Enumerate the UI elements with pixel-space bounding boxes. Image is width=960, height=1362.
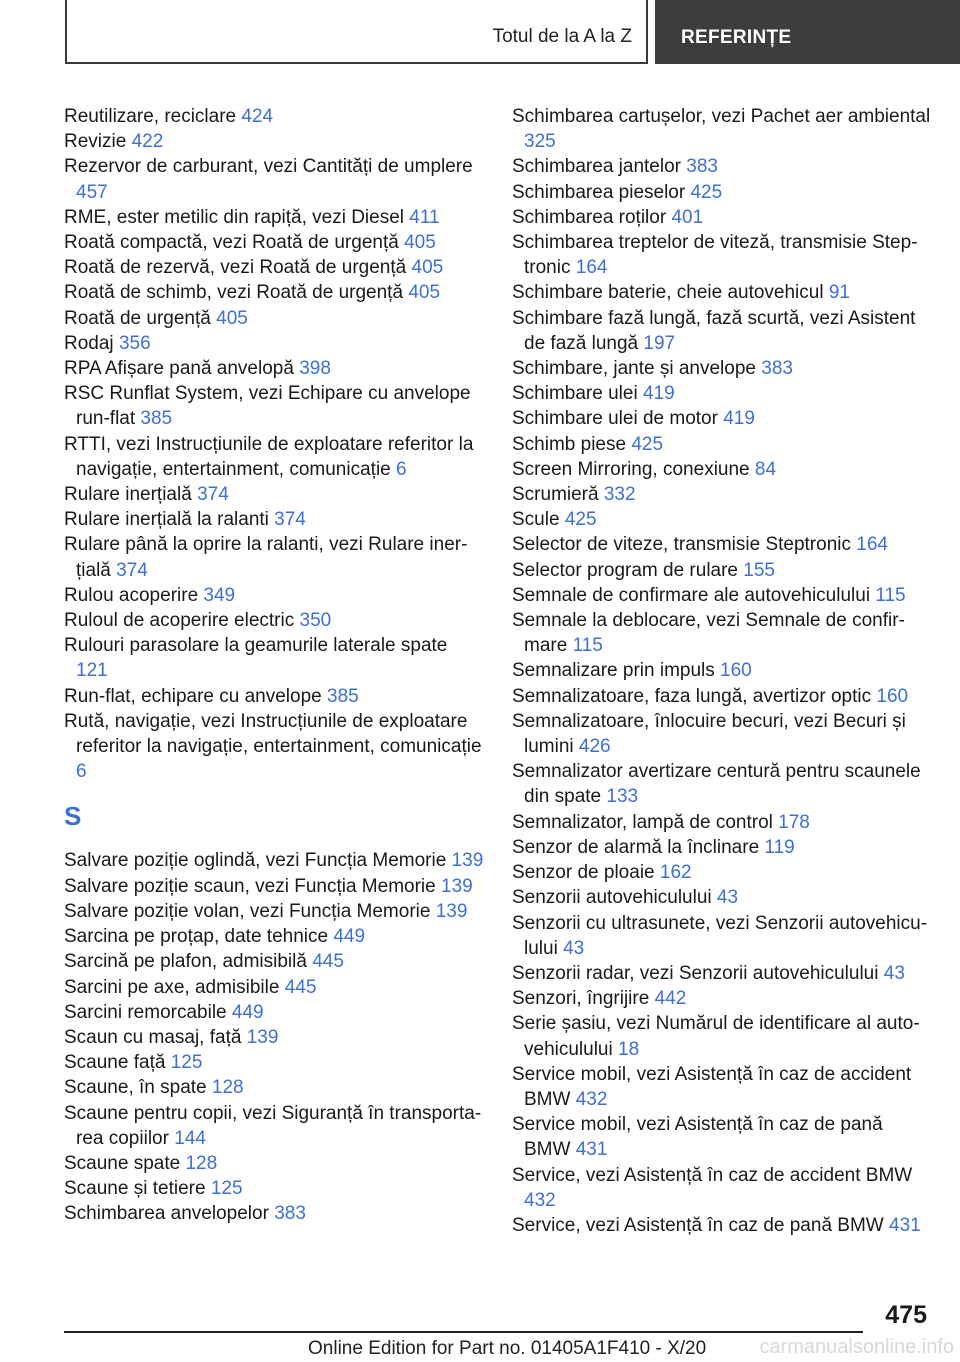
index-entry xyxy=(512,608,932,658)
page-reference-link[interactable]: 356 xyxy=(118,332,151,354)
page-reference-link[interactable]: 405 xyxy=(404,232,436,254)
index-entry-text: Rută, navigație, vezi Instrucțiunile de exploatare referitor la navigație, entertainment, comunicație xyxy=(64,710,482,758)
page-reference-link[interactable]: 160 xyxy=(720,660,752,682)
index-entry-text: Rulare până la oprire la ralanti, vezi Rulare inerțială xyxy=(64,534,468,581)
index-entry xyxy=(64,381,484,431)
page-reference-link[interactable]: 125 xyxy=(210,1178,243,1200)
page-reference-link[interactable]: 385 xyxy=(327,685,359,707)
page-reference-link[interactable]: 125 xyxy=(170,1052,203,1074)
page-reference-link[interactable]: 374 xyxy=(197,484,229,506)
page-reference-link[interactable]: 43 xyxy=(716,887,739,909)
page-number: 475 xyxy=(885,1301,927,1329)
index-entry-text: Roată de schimb, vezi Roată de urgență xyxy=(64,282,404,304)
index-entry-text: Selector de viteze, transmisie Steptronic xyxy=(512,534,851,556)
index-entry xyxy=(512,709,932,759)
page-reference-link[interactable]: 325 xyxy=(524,131,556,153)
page-reference-link[interactable]: 374 xyxy=(116,559,148,581)
page-reference-link[interactable]: 405 xyxy=(216,307,248,329)
index-entry xyxy=(512,306,932,356)
index-entry-text: Sarcina pe proțap, date tehnice xyxy=(64,926,329,948)
page-reference-link[interactable]: 449 xyxy=(231,1001,264,1023)
index-entry xyxy=(64,230,484,255)
index-entry xyxy=(64,306,484,331)
index-entry-text: Semnale la deblocare, vezi Semnale de confirmare xyxy=(512,610,905,657)
index-entry xyxy=(512,1062,932,1112)
page-reference-link[interactable]: 383 xyxy=(761,358,793,380)
page-reference-link[interactable]: 128 xyxy=(211,1077,244,1099)
page-reference-link[interactable]: 401 xyxy=(671,206,704,228)
index-column-right xyxy=(512,104,932,1238)
index-entry-text: Semnalizatoare, faza lungă, avertizor optic xyxy=(512,685,872,707)
index-entry xyxy=(512,885,932,910)
index-entry xyxy=(512,356,932,381)
index-column-left xyxy=(64,104,484,1227)
index-entry-text: RSC Runflat System, vezi Echipare cu anvelope run-flat xyxy=(64,383,471,430)
page-reference-link[interactable]: 431 xyxy=(575,1139,608,1161)
index-entry-text: Semnalizare prin impuls xyxy=(512,660,715,682)
index-entry-text: RME, ester metilic din rapiță, vezi Diesel xyxy=(64,206,404,228)
index-entry xyxy=(512,986,932,1011)
index-entry xyxy=(64,482,484,507)
page-reference-link[interactable]: 445 xyxy=(312,951,344,973)
index-entry xyxy=(64,255,484,280)
index-entry xyxy=(512,558,932,583)
index-entry xyxy=(64,949,484,974)
index-entry xyxy=(64,709,484,785)
index-entry xyxy=(64,1025,484,1050)
index-entry xyxy=(64,1151,484,1176)
index-entry xyxy=(512,532,932,557)
page-reference-link[interactable]: 91 xyxy=(828,282,850,304)
index-entry-text: Roată compactă, vezi Roată de urgență xyxy=(64,232,399,254)
index-entry xyxy=(64,633,484,683)
index-entry-text: Senzorii autovehiculului xyxy=(512,887,712,909)
page-reference-link[interactable]: 425 xyxy=(631,433,664,455)
index-entry xyxy=(512,1163,932,1213)
index-entry xyxy=(64,848,484,873)
index-entry-text: Sarcini pe axe, admisibile xyxy=(64,976,280,998)
page-reference-link[interactable]: 445 xyxy=(284,976,317,998)
page-reference-link[interactable]: 164 xyxy=(856,534,888,556)
index-entry-text: Scaune față xyxy=(64,1052,166,1074)
page-reference-link[interactable]: 139 xyxy=(441,875,473,897)
index-entry-text: Semnalizator, lampă de control xyxy=(512,811,773,833)
page-reference-link[interactable]: 422 xyxy=(131,131,164,153)
index-entry-text: Senzor de alarmă la înclinare xyxy=(512,836,760,858)
page-reference-link[interactable]: 162 xyxy=(659,862,692,884)
index-entry xyxy=(64,924,484,949)
page-reference-link[interactable]: 457 xyxy=(76,181,108,203)
page-reference-link[interactable]: 405 xyxy=(408,282,441,304)
index-entry-text: Service mobil, vezi Asistență în caz de accident BMW xyxy=(512,1063,912,1110)
page-header xyxy=(65,0,960,64)
page-reference-link[interactable]: 405 xyxy=(411,257,444,279)
page-reference-link[interactable]: 383 xyxy=(274,1203,306,1225)
index-entry-text: Roată de rezervă, vezi Roată de urgență xyxy=(64,257,407,279)
index-entry xyxy=(64,608,484,633)
index-entry-text: Semnale de confirmare ale autovehiculului xyxy=(512,584,871,606)
index-entry-text: Schimbare fază lungă, fază scurtă, vezi Asistent de fază lungă xyxy=(512,307,916,354)
page-reference-link[interactable]: 431 xyxy=(889,1214,921,1236)
index-entry xyxy=(512,1112,932,1162)
section-tab-label: REFERINȚE xyxy=(681,27,792,48)
index-entry-text: Service, vezi Asistență în caz de pană BMW xyxy=(512,1214,884,1236)
index-entry xyxy=(64,975,484,1000)
watermark: carmanualsonline.info xyxy=(759,1336,954,1358)
page-reference-link[interactable]: 139 xyxy=(435,900,468,922)
page-reference-link[interactable]: 115 xyxy=(572,635,603,657)
index-entry-text: Scaune pentru copii, vezi Siguranță în transportarea copiilor xyxy=(64,1102,482,1149)
page-reference-link[interactable]: 43 xyxy=(883,962,905,984)
footer-divider xyxy=(64,1331,863,1333)
index-entry-text: Scrumieră xyxy=(512,484,599,506)
index-entry xyxy=(64,104,484,129)
page-reference-link[interactable]: 424 xyxy=(241,106,274,127)
index-entry xyxy=(64,507,484,532)
index-entry xyxy=(64,205,484,230)
index-entry-text: Salvare poziție scaun, vezi Funcția Memorie xyxy=(64,875,436,897)
index-entry-text: Schimbarea jantelor xyxy=(512,156,681,178)
index-entry-text: Senzorii cu ultrasunete, vezi Senzorii autovehiculului xyxy=(512,912,928,959)
index-entry-text: Revizie xyxy=(64,131,127,153)
index-entry-text: Schimbarea cartușelor, vezi Pachet aer ambiental xyxy=(512,106,931,127)
index-entry xyxy=(64,1176,484,1201)
page-reference-link[interactable]: 115 xyxy=(875,584,906,606)
index-entry-text: Senzor de ploaie xyxy=(512,862,655,884)
index-entry xyxy=(64,532,484,582)
index-entry xyxy=(512,104,932,154)
index-entry-text: Rulare inerțială xyxy=(64,484,192,506)
page-reference-link[interactable]: 350 xyxy=(299,610,332,632)
index-entry-text: Schimbarea roților xyxy=(512,206,667,228)
index-entry xyxy=(64,129,484,154)
page-reference-link[interactable]: 385 xyxy=(140,408,173,430)
index-entry xyxy=(64,1000,484,1025)
index-entry xyxy=(512,230,932,280)
index-entry xyxy=(512,154,932,179)
index-entry-text: Rulou acoperire xyxy=(64,584,199,606)
index-entry xyxy=(64,684,484,709)
index-entry-text: Senzori, îngrijire xyxy=(512,988,650,1010)
index-letter-heading: S xyxy=(64,801,82,832)
page-reference-link[interactable]: 43 xyxy=(563,937,585,959)
index-entry-text: Run-flat, echipare cu anvelope xyxy=(64,685,322,707)
index-entry-text: Senzorii radar, vezi Senzorii autovehiculului xyxy=(512,962,879,984)
page-reference-link[interactable]: 425 xyxy=(564,509,597,531)
index-entry-text: Service, vezi Asistență în caz de accident BMW xyxy=(512,1164,913,1186)
page-reference-link[interactable]: 139 xyxy=(451,850,484,872)
section-tab[interactable] xyxy=(655,0,960,64)
index-entry-text: RTTI, vezi Instrucțiunile de exploatare referitor la navigație, entertainment, comunicație xyxy=(64,433,474,480)
index-entry xyxy=(64,432,484,482)
index-entry xyxy=(64,583,484,608)
page-reference-link[interactable]: 432 xyxy=(575,1088,608,1110)
index-entry-text: Rulouri parasolare la geamurile laterale spate xyxy=(64,635,448,657)
index-entry xyxy=(64,1075,484,1100)
index-entry xyxy=(64,331,484,356)
index-entry xyxy=(64,356,484,381)
page-reference-link[interactable]: 119 xyxy=(764,836,795,858)
index-entry xyxy=(512,583,932,608)
index-entry-text: Sarcină pe plafon, admisibilă xyxy=(64,951,307,973)
index-entry-text: Sarcini remorcabile xyxy=(64,1001,227,1023)
index-entry xyxy=(512,860,932,885)
index-entry-text: Rodaj xyxy=(64,332,114,354)
index-entry-text: Serie șasiu, vezi Numărul de identificare al autovehiculului xyxy=(512,1013,920,1060)
index-entry-text: Salvare poziție oglindă, vezi Funcția Memorie xyxy=(64,850,447,872)
page-reference-link[interactable]: 160 xyxy=(876,685,909,707)
page-reference-link[interactable]: 178 xyxy=(778,811,810,833)
index-entry xyxy=(512,507,932,532)
page-reference-link[interactable]: 419 xyxy=(642,383,675,405)
page-reference-link[interactable]: 128 xyxy=(185,1152,218,1174)
page-reference-link[interactable]: 374 xyxy=(274,509,306,531)
page-reference-link[interactable]: 6 xyxy=(396,458,407,480)
index-entry xyxy=(512,1213,932,1238)
page-reference-link[interactable]: 6 xyxy=(76,761,87,783)
page-reference-link[interactable]: 449 xyxy=(333,926,366,948)
page-reference-link[interactable]: 432 xyxy=(524,1189,556,1211)
chapter-tab-label: Totul de la A la Z xyxy=(492,26,632,47)
index-entry xyxy=(512,759,932,809)
index-entry xyxy=(512,180,932,205)
index-entry-text: Rulare inerțială la ralanti xyxy=(64,509,269,531)
page-reference-link[interactable]: 197 xyxy=(643,332,676,354)
index-entry-text: Schimbare ulei de motor xyxy=(512,408,718,430)
page-reference-link[interactable]: 155 xyxy=(743,559,775,581)
index-entry xyxy=(512,835,932,860)
index-entry xyxy=(512,381,932,406)
index-entry xyxy=(512,961,932,986)
index-entry-text: Service mobil, vezi Asistență în caz de pană BMW xyxy=(512,1114,883,1161)
index-entry-text: Scaun cu masaj, față xyxy=(64,1026,242,1048)
page-reference-link[interactable]: 349 xyxy=(203,584,236,606)
index-entry-text: Ruloul de acoperire electric xyxy=(64,610,295,632)
index-entry-text: Reutilizare, reciclare xyxy=(64,106,237,127)
index-entry-text: Schimb piese xyxy=(512,433,627,455)
page-reference-link[interactable]: 18 xyxy=(618,1038,640,1060)
index-entry-text: Schimbarea pieselor xyxy=(512,181,686,203)
page-reference-link[interactable]: 164 xyxy=(575,257,608,279)
index-entry xyxy=(512,684,932,709)
index-entry xyxy=(64,874,484,899)
index-entry-text: Selector program de rulare xyxy=(512,559,738,581)
page-reference-link[interactable]: 139 xyxy=(246,1026,279,1048)
index-entry-text: Schimbare, jante și anvelope xyxy=(512,358,756,380)
page-reference-link[interactable]: 426 xyxy=(578,736,611,758)
index-entry-text: Semnalizatoare, înlocuire becuri, vezi Becuri și lumini xyxy=(512,710,906,758)
index-entry-text: Screen Mirroring, conexiune xyxy=(512,458,750,480)
index-entry-text: Scaune și tetiere xyxy=(64,1178,206,1200)
index-entry-text: Schimbarea anvelopelor xyxy=(64,1203,269,1225)
page-reference-link[interactable]: 419 xyxy=(723,408,755,430)
page-reference-link[interactable]: 332 xyxy=(603,484,636,506)
index-entry xyxy=(512,457,932,482)
page-reference-link[interactable]: 442 xyxy=(654,988,687,1010)
index-entry-text: Scule xyxy=(512,509,560,531)
index-entry xyxy=(512,280,932,305)
index-entry xyxy=(64,280,484,305)
page-reference-link[interactable]: 133 xyxy=(606,786,639,808)
index-entry-text: RPA Afișare pană anvelopă xyxy=(64,358,294,380)
index-entry xyxy=(64,1101,484,1151)
page-reference-link[interactable]: 425 xyxy=(690,181,723,203)
index-entry xyxy=(512,911,932,961)
chapter-tab[interactable] xyxy=(65,0,648,64)
index-entry-text: Semnalizator avertizare centură pentru scaunele din spate xyxy=(512,761,921,808)
index-entry-text: Salvare poziție volan, vezi Funcția Memorie xyxy=(64,900,431,922)
footer-edition-text: Online Edition for Part no. 01405A1F410 - X/20 xyxy=(308,1338,707,1359)
index-entry xyxy=(512,432,932,457)
page-reference-link[interactable]: 383 xyxy=(686,156,718,178)
index-entry xyxy=(64,154,484,204)
index-entry xyxy=(512,810,932,835)
index-entry-text: Schimbare ulei xyxy=(512,383,638,405)
index-entry xyxy=(512,205,932,230)
index-entry xyxy=(512,658,932,683)
index-entry-text: Schimbare baterie, cheie autovehicul xyxy=(512,282,824,304)
page-reference-link[interactable]: 144 xyxy=(174,1127,206,1149)
index-entry-text: Scaune spate xyxy=(64,1152,181,1174)
index-entry xyxy=(512,1011,932,1061)
index-entry xyxy=(64,899,484,924)
index-entry xyxy=(64,1201,484,1226)
index-entry-text: Rezervor de carburant, vezi Cantități de umplere xyxy=(64,156,473,178)
index-entry-text: Schimbarea treptelor de viteză, transmisie Steptronic xyxy=(512,232,918,279)
index-entry xyxy=(512,482,932,507)
index-entry-text: Roată de urgență xyxy=(64,307,211,329)
page-reference-link[interactable]: 84 xyxy=(754,458,777,480)
page-reference-link[interactable]: 121 xyxy=(76,660,108,682)
index-entry xyxy=(512,406,932,431)
index-entry-text: Scaune, în spate xyxy=(64,1077,207,1099)
index-entry xyxy=(64,1050,484,1075)
page-reference-link[interactable]: 411 xyxy=(409,206,440,228)
page-reference-link[interactable]: 398 xyxy=(299,358,331,380)
